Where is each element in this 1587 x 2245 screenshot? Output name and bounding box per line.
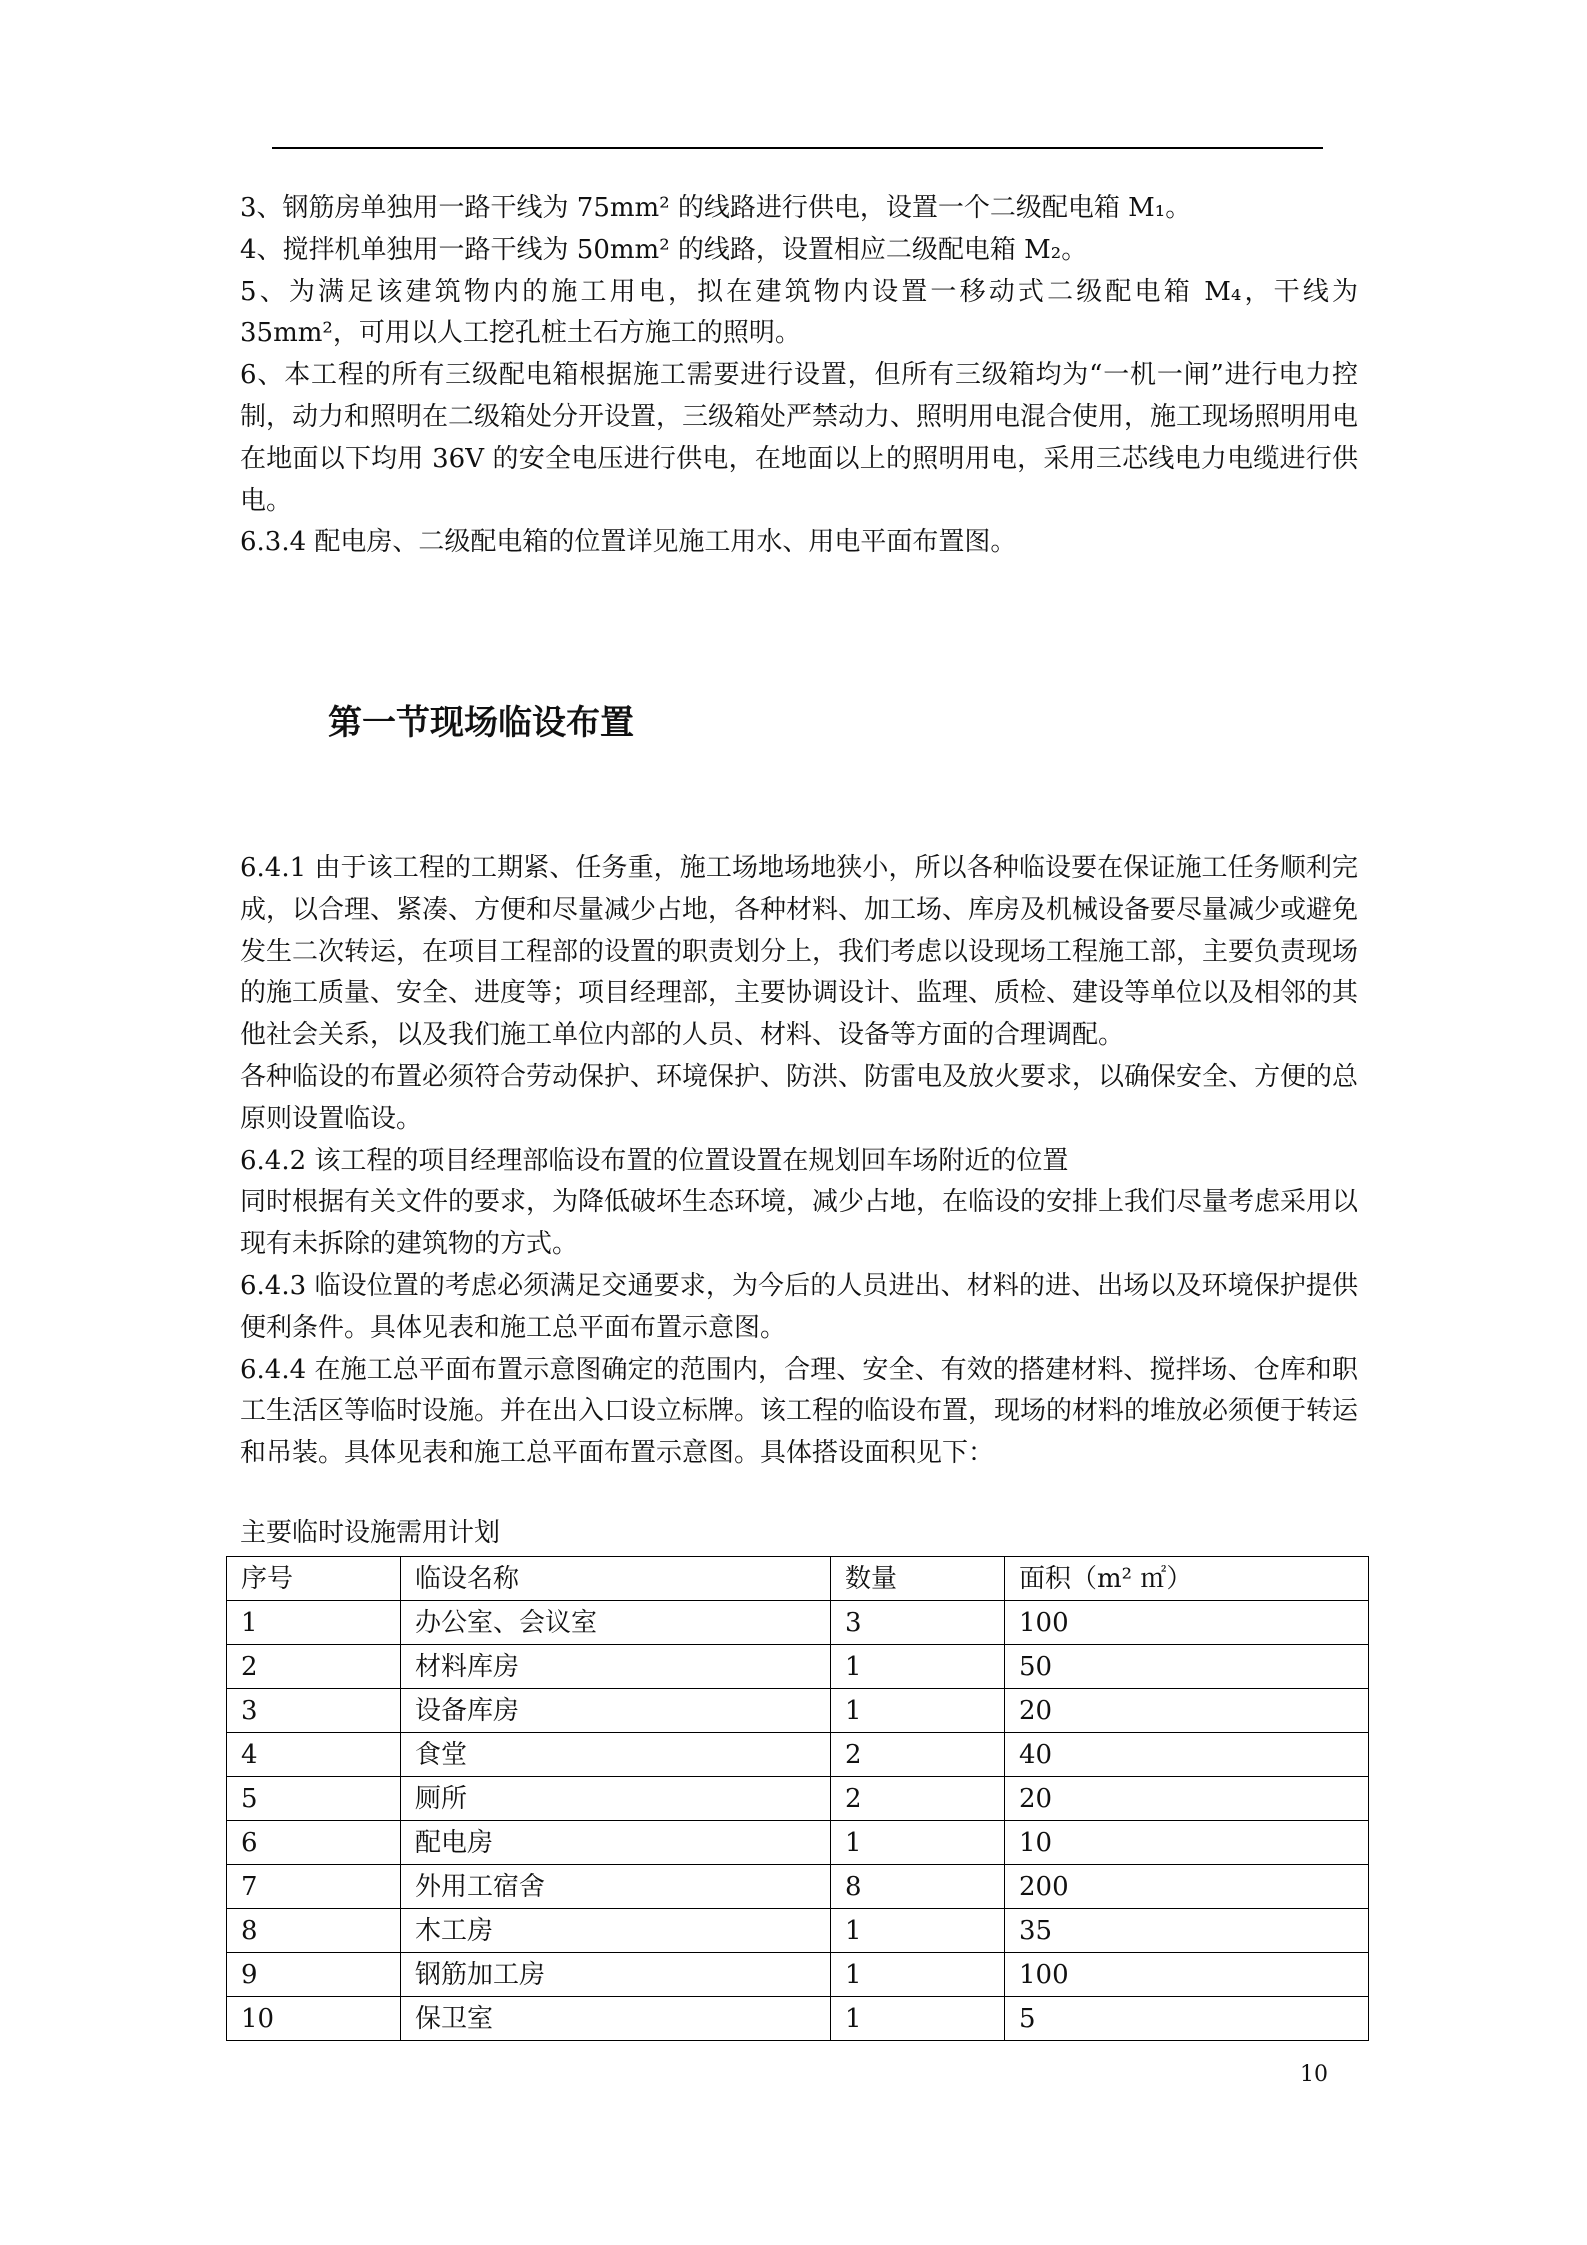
- cell-area: 200: [1005, 1865, 1369, 1909]
- paragraph: 6.4.3 临设位置的考虑必须满足交通要求，为今后的人员进出、材料的进、出场以及环境保护提供便利条件。具体见表和施工总平面布置示意图。: [240, 1270, 1358, 1343]
- table-header-row: [227, 1557, 1369, 1601]
- paragraph: 3、钢筋房单独用一路干线为 75mm² 的线路进行供电，设置一个二级配电箱 M₁。: [240, 193, 1192, 223]
- header-cell-name: 临设名称: [401, 1557, 831, 1601]
- paragraph: 5、为满足该建筑物内的施工用电，拟在建筑物内设置一移动式二级配电箱 M₄，干线为 35mm²，可用以人工挖孔桩土石方施工的照明。: [240, 276, 1358, 349]
- cell-number: 7: [227, 1865, 401, 1909]
- text-block-main: [240, 848, 1358, 1475]
- header-rule: [272, 147, 1323, 149]
- paragraph: 6.4.4 在施工总平面布置示意图确定的范围内，合理、安全、有效的搭建材料、搅拌场、仓库和职工生活区等临时设施。并在出入口设立标牌。该工程的临设布置，现场的材料的堆放必须便于转运和吊装。具体见表和施工总平面布置示意图。具体搭设面积见下：: [240, 1354, 1359, 1469]
- cell-quantity: 1: [831, 1645, 1005, 1689]
- cell-number: 8: [227, 1909, 401, 1953]
- cell-area: 20: [1005, 1777, 1369, 1821]
- table-row: [227, 1953, 1369, 1997]
- cell-number: 1: [227, 1601, 401, 1645]
- cell-name: 材料库房: [401, 1645, 831, 1689]
- paragraph: 6、本工程的所有三级配电箱根据施工需要进行设置，但所有三级箱均为“一机一闸”进行电力控制，动力和照明在二级箱处分开设置，三级箱处严禁动力、照明用电混合使用，施工现场照明用电在地面以下均用 36V 的安全电压进行供电，在地面以上的照明用电，采用三芯线电力电缆进行供电。: [240, 360, 1359, 516]
- text-block-top: [240, 188, 1358, 564]
- cell-number: 9: [227, 1953, 401, 1997]
- cell-area: 10: [1005, 1821, 1369, 1865]
- cell-quantity: 1: [831, 1909, 1005, 1953]
- cell-number: 5: [227, 1777, 401, 1821]
- section-title: 第一节现场临设布置: [328, 703, 634, 743]
- table-caption: 主要临时设施需用计划: [240, 1518, 501, 1548]
- table-row: [227, 1777, 1369, 1821]
- cell-quantity: 1: [831, 1821, 1005, 1865]
- facilities-table: [226, 1556, 1369, 2041]
- cell-name: 钢筋加工房: [401, 1953, 831, 1997]
- cell-name: 办公室、会议室: [401, 1601, 831, 1645]
- paragraph: 同时根据有关文件的要求，为降低破坏生态环境，减少占地，在临设的安排上我们尽量考虑采用以现有未拆除的建筑物的方式。: [240, 1187, 1359, 1260]
- cell-quantity: 1: [831, 1953, 1005, 1997]
- table-row: [227, 1997, 1369, 2041]
- cell-quantity: 3: [831, 1601, 1005, 1645]
- table-row: [227, 1689, 1369, 1733]
- cell-quantity: 1: [831, 1997, 1005, 2041]
- cell-quantity: 2: [831, 1733, 1005, 1777]
- table-row: [227, 1821, 1369, 1865]
- page-number: 10: [1300, 2062, 1328, 2087]
- cell-name: 厕所: [401, 1777, 831, 1821]
- table-row: [227, 1909, 1369, 1953]
- cell-number: 6: [227, 1821, 401, 1865]
- header-cell-quantity: 数量: [831, 1557, 1005, 1601]
- cell-quantity: 1: [831, 1689, 1005, 1733]
- cell-area: 35: [1005, 1909, 1369, 1953]
- cell-area: 20: [1005, 1689, 1369, 1733]
- cell-name: 设备库房: [401, 1689, 831, 1733]
- cell-area: 50: [1005, 1645, 1369, 1689]
- cell-number: 10: [227, 1997, 401, 2041]
- paragraph: 6.4.1 由于该工程的工期紧、任务重，施工场地场地狭小，所以各种临设要在保证施工任务顺利完成，以合理、紧凑、方便和尽量减少占地，各种材料、加工场、库房及机械设备要尽量减少或避免发生二次转运，在项目工程部的设置的职责划分上，我们考虑以设现场工程施工部，主要负责现场的施工质量、安全、进度等；项目经理部，主要协调设计、监理、质检、建设等单位以及相邻的其他社会关系，以及我们施工单位内部的人员、材料、设备等方面的合理调配。: [240, 853, 1359, 1051]
- table-row: [227, 1645, 1369, 1689]
- cell-number: 4: [227, 1733, 401, 1777]
- paragraph: 6.3.4 配电房、二级配电箱的位置详见施工用水、用电平面布置图。: [240, 527, 1017, 558]
- table-row: [227, 1865, 1369, 1909]
- paragraph: 各种临设的布置必须符合劳动保护、环境保护、防洪、防雷电及放火要求，以确保安全、方便的总原则设置临设。: [240, 1061, 1359, 1134]
- table-row: [227, 1601, 1369, 1645]
- cell-quantity: 8: [831, 1865, 1005, 1909]
- paragraph: 6.4.2 该工程的项目经理部临设布置的位置设置在规划回车场附近的位置: [240, 1145, 1069, 1176]
- paragraph: 4、搅拌机单独用一路干线为 50mm² 的线路，设置相应二级配电箱 M₂。: [240, 234, 1088, 265]
- cell-area: 40: [1005, 1733, 1369, 1777]
- cell-area: 100: [1005, 1953, 1369, 1997]
- cell-name: 外用工宿舍: [401, 1865, 831, 1909]
- cell-area: 100: [1005, 1601, 1369, 1645]
- header-cell-number: 序号: [227, 1557, 401, 1601]
- cell-name: 配电房: [401, 1821, 831, 1865]
- cell-name: 木工房: [401, 1909, 831, 1953]
- cell-area: 5: [1005, 1997, 1369, 2041]
- table-row: [227, 1733, 1369, 1777]
- cell-name: 食堂: [401, 1733, 831, 1777]
- cell-quantity: 2: [831, 1777, 1005, 1821]
- cell-number: 3: [227, 1689, 401, 1733]
- cell-name: 保卫室: [401, 1997, 831, 2041]
- cell-number: 2: [227, 1645, 401, 1689]
- header-cell-area: 面积（m² ㎡）: [1005, 1557, 1369, 1601]
